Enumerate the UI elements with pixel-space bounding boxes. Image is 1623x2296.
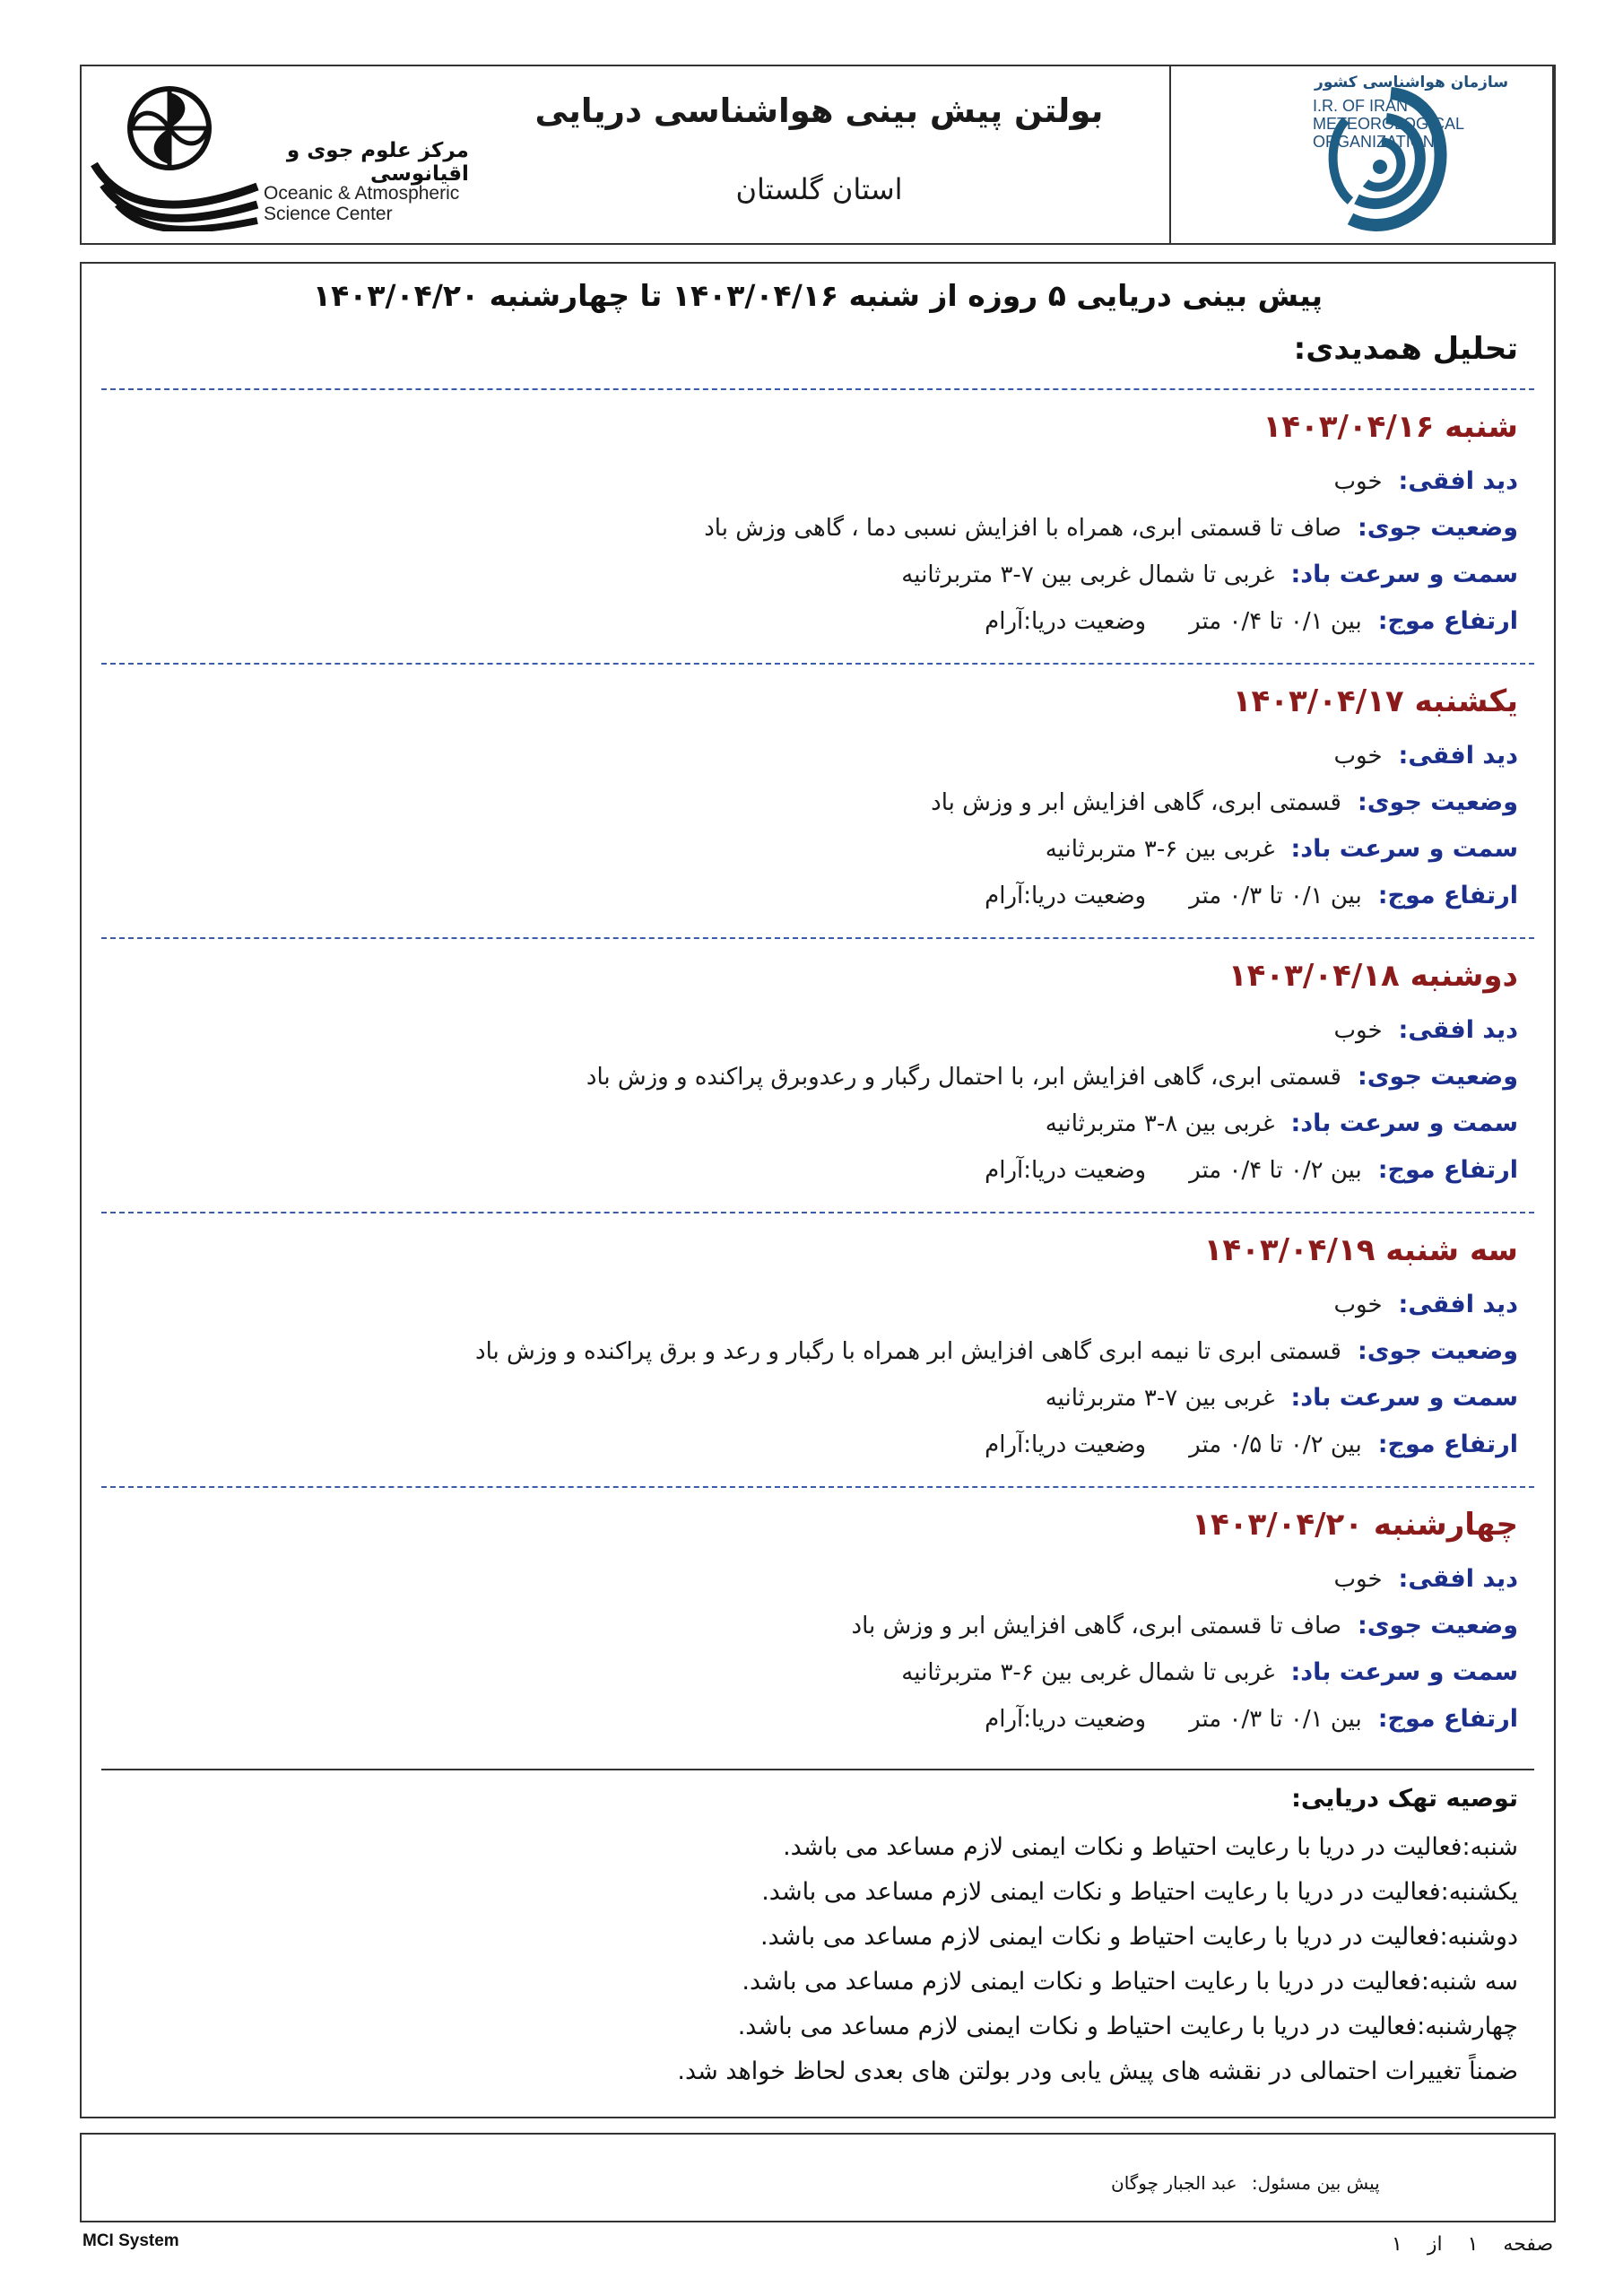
weather-label: وضعیت جوی: [1357, 1337, 1518, 1365]
wave-row [985, 607, 1518, 635]
recommendation-item: چهارشنبه:فعالیت در دریا با رعایت احتیاط و نکات ایمنی لازم مساعد می باشد. [737, 2013, 1518, 2040]
visibility-row [1334, 1016, 1518, 1044]
forecaster-name: عبد الجبار چوگان [1111, 2172, 1237, 2194]
sea-state-value: وضعیت دریا:آرام [985, 1706, 1147, 1733]
wind-row [1046, 1109, 1518, 1137]
weather-value: قسمتی ابری تا نیمه ابری گاهی افزایش ابر همراه با رگبار و رعد و برق پراکنده و وزش باد [475, 1338, 1341, 1365]
recommendation-item: دوشنبه:فعالیت در دریا با رعایت احتیاط و نکات ایمنی لازم مساعد می باشد. [760, 1923, 1518, 1951]
wind-row [901, 561, 1518, 588]
wind-value: غربی تا شمال غربی بین ۷-۳ متربرثانیه [901, 561, 1275, 588]
page-total: ۱ [1392, 2233, 1402, 2256]
wave-label: ارتفاع موج: [1377, 1705, 1518, 1733]
visibility-row [1334, 1291, 1518, 1318]
forecast-period-title: پیش بینی دریایی ۵ روزه از شنبه ۱۴۰۳/۰۴/۱۶ تا چهارشنبه ۱۴۰۳/۰۴/۲۰ [312, 278, 1324, 313]
visibility-row [1334, 1565, 1518, 1593]
visibility-value: خوب [1333, 1292, 1383, 1318]
weather-row [704, 514, 1518, 542]
page-label: صفحه [1503, 2233, 1554, 2256]
wave-row [985, 1705, 1518, 1733]
forecaster-line [1111, 2172, 1380, 2194]
irimo-logo-icon [1301, 84, 1454, 241]
wind-value: غربی تا شمال غربی بین ۶-۳ متربرثانیه [901, 1659, 1275, 1686]
visibility-row [1334, 742, 1518, 770]
weather-value: قسمتی ابری، گاهی افزایش ابر و وزش باد [931, 789, 1341, 816]
oceanic-center-name-en-1: Oceanic & Atmospheric [264, 183, 460, 204]
day-divider [101, 1486, 1534, 1488]
day-title: سه شنبه ۱۴۰۳/۰۴/۱۹ [1203, 1232, 1518, 1268]
synoptic-analysis-heading: تحلیل همدیدی: [1293, 331, 1518, 367]
day-divider [101, 937, 1534, 939]
irimo-name-en-3: ORGANIZATION [1313, 133, 1435, 151]
oceanic-center-name-fa: مرکز علوم جوی و اقیانوسی [286, 139, 469, 186]
wave-row [985, 882, 1518, 909]
day-title: یکشنبه ۱۴۰۳/۰۴/۱۷ [1232, 683, 1518, 719]
day-title: دوشنبه ۱۴۰۳/۰۴/۱۸ [1228, 958, 1518, 994]
sea-state-value: وضعیت دریا:آرام [985, 883, 1147, 909]
province-name: استان گلستان [735, 172, 903, 206]
wave-label: ارتفاع موج: [1377, 607, 1518, 635]
wind-row [901, 1658, 1518, 1686]
forecast-body [80, 262, 1556, 2118]
wave-value: بین ۰/۱ تا ۰/۴ متر [1189, 608, 1362, 635]
weather-label: وضعیت جوی: [1357, 514, 1518, 542]
wind-label: سمت و سرعت باد: [1290, 1384, 1518, 1412]
oceanic-center-logo-icon [87, 79, 266, 231]
wave-label: ارتفاع موج: [1377, 1431, 1518, 1458]
page-of: از [1427, 2233, 1443, 2256]
wind-row [1046, 1384, 1518, 1412]
weather-value: صاف تا قسمتی ابری، همراه با افزایش نسبی دما ، گاهی وزش باد [704, 515, 1341, 542]
page-number [1379, 2233, 1566, 2256]
sea-state-value: وضعیت دریا:آرام [985, 1157, 1147, 1184]
weather-label: وضعیت جوی: [1357, 1063, 1518, 1091]
weather-value: قسمتی ابری، گاهی افزایش ابر، با احتمال رگبار و رعدوبرق پراکنده و وزش باد [586, 1064, 1341, 1091]
wave-row [985, 1156, 1518, 1184]
wind-label: سمت و سرعت باد: [1290, 1109, 1518, 1137]
sea-state-value: وضعیت دریا:آرام [985, 608, 1147, 635]
wave-value: بین ۰/۲ تا ۰/۵ متر [1189, 1431, 1362, 1458]
wind-value: غربی بین ۶-۳ متربرثانیه [1045, 836, 1275, 863]
visibility-value: خوب [1333, 1017, 1383, 1044]
recommendation-item: یکشنبه:فعالیت در دریا با رعایت احتیاط و نکات ایمنی لازم مساعد می باشد. [761, 1878, 1518, 1906]
weather-row [931, 788, 1518, 816]
visibility-label: دید افقی: [1398, 1291, 1518, 1318]
recommendation-item: شنبه:فعالیت در دریا با رعایت احتیاط و نکات ایمنی لازم مساعد می باشد. [783, 1833, 1518, 1861]
day-title: شنبه ۱۴۰۳/۰۴/۱۶ [1263, 409, 1518, 445]
bulletin-header [80, 65, 1556, 245]
oceanic-center-name-en-2: Science Center [264, 204, 393, 224]
wave-label: ارتفاع موج: [1377, 882, 1518, 909]
visibility-label: دید افقی: [1398, 467, 1518, 495]
header-title-cell [469, 66, 1171, 243]
wave-value: بین ۰/۱ تا ۰/۳ متر [1189, 1706, 1362, 1733]
weather-row [586, 1063, 1518, 1091]
recommendation-note: ضمناً تغییرات احتمالی در نقشه های پیش یابی ودر بولتن های بعدی لحاظ خواهد شد. [677, 2057, 1518, 2085]
irimo-name-en-2: METEOROLOGICAL [1313, 115, 1465, 133]
recommendation-heading: توصیه تهک دریایی: [1291, 1785, 1518, 1813]
page-current: ۱ [1467, 2233, 1479, 2256]
forecaster-box [80, 2133, 1556, 2222]
visibility-value: خوب [1333, 743, 1383, 770]
oceanic-center-logo-cell [82, 66, 469, 243]
wind-label: سمت و سرعت باد: [1290, 835, 1518, 863]
wind-row [1046, 835, 1518, 863]
day-title: چهارشنبه ۱۴۰۳/۰۴/۲۰ [1192, 1507, 1518, 1543]
day-divider [101, 663, 1534, 665]
visibility-label: دید افقی: [1398, 742, 1518, 770]
weather-row [475, 1337, 1518, 1365]
wave-value: بین ۰/۲ تا ۰/۴ متر [1189, 1157, 1362, 1184]
weather-label: وضعیت جوی: [1357, 788, 1518, 816]
day-divider [101, 1212, 1534, 1213]
visibility-value: خوب [1333, 468, 1383, 495]
wind-label: سمت و سرعت باد: [1290, 561, 1518, 588]
wind-label: سمت و سرعت باد: [1290, 1658, 1518, 1686]
wind-value: غربی بین ۸-۳ متربرثانیه [1045, 1110, 1275, 1137]
weather-row [852, 1612, 1519, 1639]
day-divider [101, 388, 1534, 390]
wind-value: غربی بین ۷-۳ متربرثانیه [1045, 1385, 1275, 1412]
forecaster-label: پیش بین مسئول: [1251, 2172, 1380, 2194]
visibility-value: خوب [1333, 1566, 1383, 1593]
irimo-logo-cell [1171, 66, 1554, 243]
irimo-name-fa: سازمان هواشناسی کشور [1315, 74, 1509, 91]
wave-label: ارتفاع موج: [1377, 1156, 1518, 1184]
recommendation-divider [101, 1769, 1534, 1770]
bulletin-title: بولتن پیش بینی هواشناسی دریایی [534, 91, 1104, 130]
sea-state-value: وضعیت دریا:آرام [985, 1431, 1147, 1458]
wave-value: بین ۰/۱ تا ۰/۳ متر [1189, 883, 1362, 909]
visibility-label: دید افقی: [1398, 1565, 1518, 1593]
irimo-name-en-1: I.R. OF IRAN [1313, 97, 1409, 115]
wave-row [985, 1431, 1518, 1458]
system-name: MCI System [82, 2231, 179, 2250]
weather-label: وضعیت جوی: [1357, 1612, 1518, 1639]
weather-value: صاف تا قسمتی ابری، گاهی افزایش ابر و وزش باد [851, 1613, 1341, 1639]
recommendation-item: سه شنبه:فعالیت در دریا با رعایت احتیاط و نکات ایمنی لازم مساعد می باشد. [742, 1968, 1518, 1996]
visibility-row [1334, 467, 1518, 495]
visibility-label: دید افقی: [1398, 1016, 1518, 1044]
